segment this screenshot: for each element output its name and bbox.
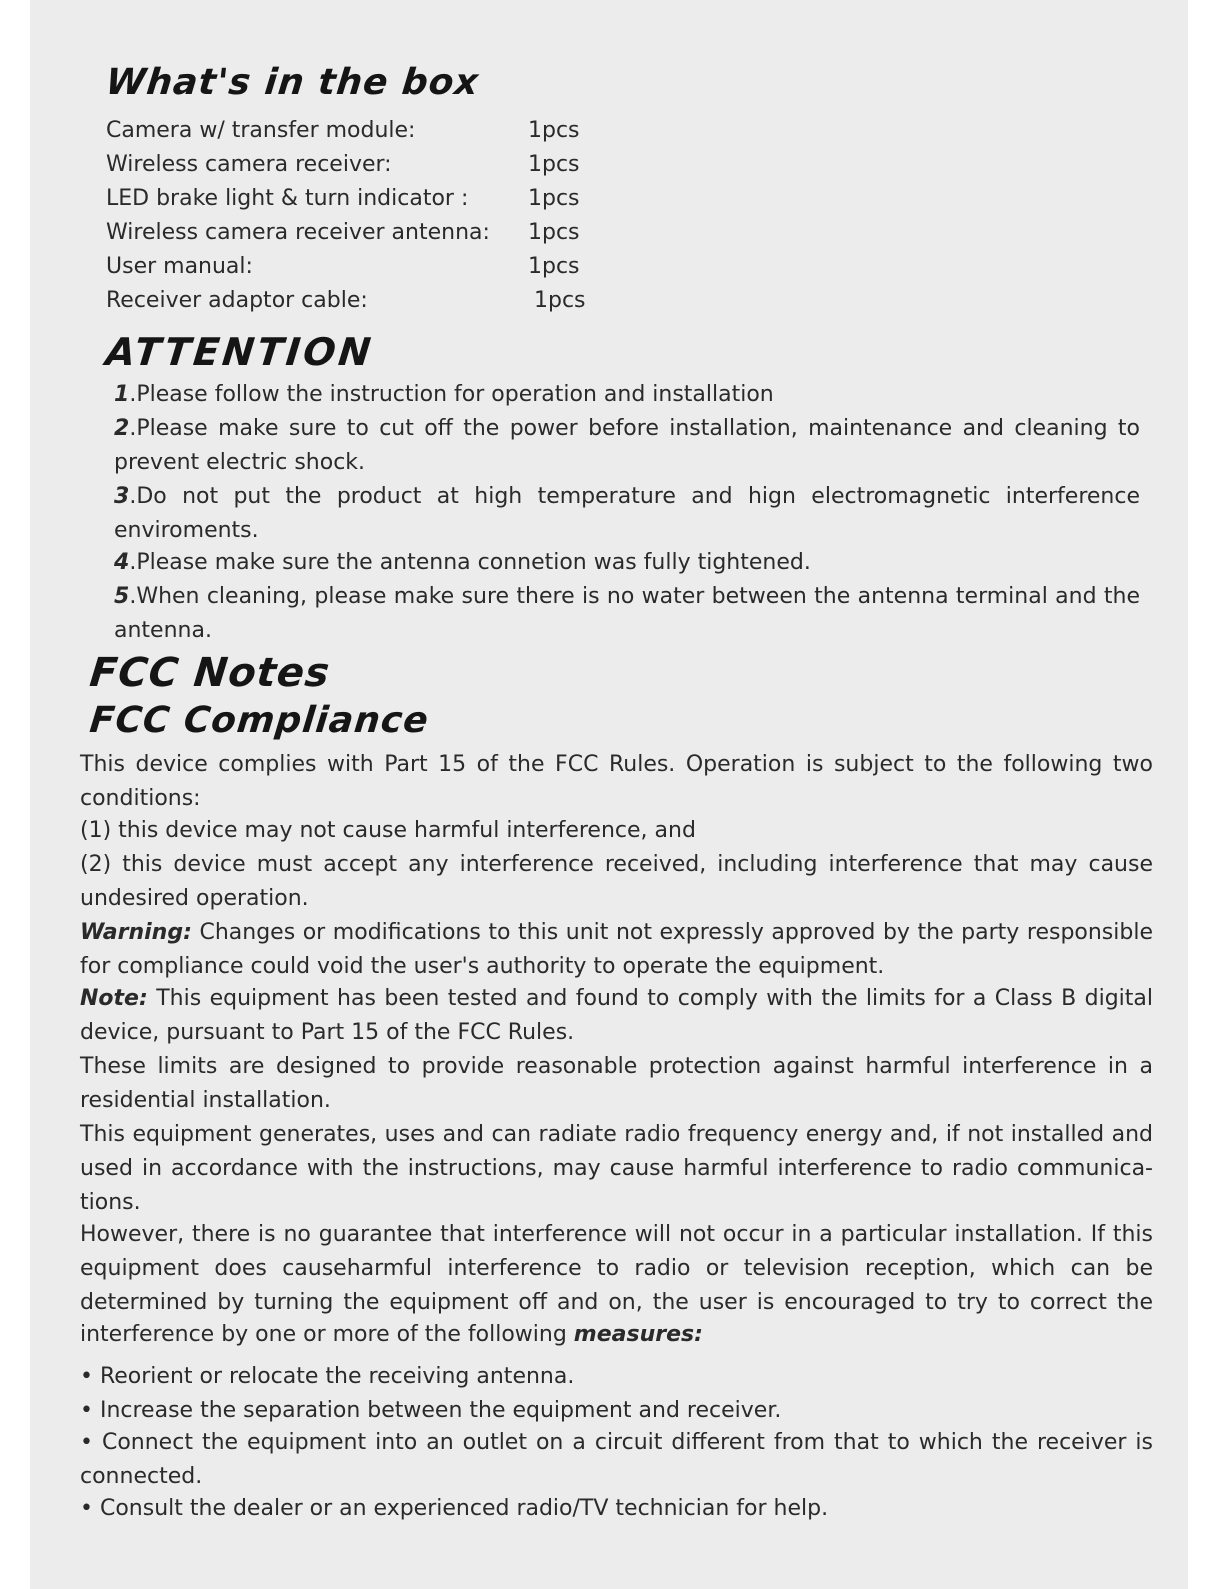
box-item-name: Wireless camera receiver: <box>106 152 392 177</box>
attention-item-text: When cleaning, please make sure there is no water between the antenna terminal and the <box>136 584 1140 609</box>
warning-text: Changes or modifications to this unit not expressly approved by the party responsible <box>191 920 1153 945</box>
box-item-qty: 1pcs <box>528 118 580 143</box>
box-item <box>106 220 626 252</box>
fcc-however: However, there is no guarantee that interference will not occur in a particular installation. If this <box>80 1222 1153 1247</box>
attention-item-text: Please follow the instruction for operation and installation <box>136 382 774 407</box>
box-item <box>106 288 626 320</box>
attention-item-number: 4 <box>114 550 130 575</box>
fcc-note-continued: device, pursuant to Part 15 of the FCC Rules. <box>80 1020 575 1045</box>
box-item-qty: 1pcs <box>528 152 580 177</box>
box-item-name: Receiver adaptor cable: <box>106 288 368 313</box>
box-item <box>106 186 626 218</box>
fcc-intro-line: This device complies with Part 15 of the FCC Rules. Operation is subject to the following two <box>80 752 1153 777</box>
box-item-qty: 1pcs <box>528 186 580 211</box>
box-item-name: Wireless camera receiver antenna: <box>106 220 490 245</box>
attention-item-text: Do not put the product at high temperature and hign electromagnetic interference <box>136 484 1140 509</box>
attention-item: 1.Please follow the instruction for operation and installation <box>114 382 774 407</box>
box-item <box>106 118 626 150</box>
measure-bullet: • Consult the dealer or an experienced radio/TV technician for help. <box>80 1496 829 1521</box>
box-item-name: Camera w/ transfer module: <box>106 118 416 143</box>
fcc-generates: tions. <box>80 1190 141 1215</box>
fcc-notes-heading: FCC Notes <box>87 650 333 696</box>
attention-item: 2.Please make sure to cut off the power before installation, maintenance and cleaning to <box>114 416 1140 441</box>
fcc-however: determined by turning the equipment off and on, the user is encouraged to try to correct the <box>80 1290 1153 1315</box>
attention-item-continued: enviroments. <box>114 518 259 543</box>
fcc-limits-continued: residential installation. <box>80 1088 331 1113</box>
box-heading: What's in the box <box>103 62 481 103</box>
fcc-intro-line: conditions: <box>80 786 201 811</box>
measures-label: measures: <box>573 1322 703 1347</box>
box-item <box>106 254 626 286</box>
attention-item-continued: antenna. <box>114 618 212 643</box>
attention-item-text: Please make sure to cut off the power before installation, maintenance and cleaning to <box>136 416 1140 441</box>
attention-item-number: 2 <box>114 416 130 441</box>
attention-item: 5.When cleaning, please make sure there is no water between the antenna terminal and the <box>114 584 1140 609</box>
fcc-condition-1: (1) this device may not cause harmful interference, and <box>80 818 696 843</box>
fcc-warning <box>80 920 1153 945</box>
box-item <box>106 152 626 184</box>
fcc-condition-2-continued: undesired operation. <box>80 886 309 911</box>
attention-item-number: 5 <box>114 584 130 609</box>
note-text: This equipment has been tested and found to comply with the limits for a Class B digital <box>147 986 1153 1011</box>
box-item-qty: 1pcs <box>528 254 580 279</box>
attention-item-continued: prevent electric shock. <box>114 450 366 475</box>
fcc-generates: This equipment generates, uses and can radiate radio frequency energy and, if not installed and <box>80 1122 1153 1147</box>
box-item-qty: 1pcs <box>528 220 580 245</box>
fcc-however <box>80 1322 703 1347</box>
box-item-name: User manual: <box>106 254 253 279</box>
attention-item-number: 3 <box>114 484 130 509</box>
box-item-qty: 1pcs <box>534 288 586 313</box>
warning-label: Warning: <box>80 920 192 945</box>
attention-item: 4.Please make sure the antenna connetion was fully tightened. <box>114 550 811 575</box>
attention-heading: ATTENTION <box>103 330 376 374</box>
measure-bullet-continued: connected. <box>80 1464 203 1489</box>
fcc-however-text: interference by one or more of the following <box>80 1322 574 1347</box>
fcc-generates: used in accordance with the instructions, may cause harmful interference to radio communica- <box>80 1156 1153 1181</box>
attention-item-text: Please make sure the antenna connetion was fully tightened. <box>136 550 811 575</box>
measure-bullet: • Reorient or relocate the receiving antenna. <box>80 1364 575 1389</box>
box-item-name: LED brake light & turn indicator : <box>106 186 469 211</box>
fcc-limits: These limits are designed to provide reasonable protection against harmful interference in a <box>80 1054 1153 1079</box>
note-label: Note: <box>80 986 148 1011</box>
attention-item: 3.Do not put the product at high temperature and hign electromagnetic interference <box>114 484 1140 509</box>
fcc-compliance-heading: FCC Compliance <box>87 700 431 741</box>
measure-bullet: • Increase the separation between the equipment and receiver. <box>80 1398 782 1423</box>
fcc-however: equipment does causeharmful interference to radio or television reception, which can be <box>80 1256 1153 1281</box>
fcc-note <box>80 986 1153 1011</box>
fcc-condition-2: (2) this device must accept any interference received, including interference that may cause <box>80 852 1153 877</box>
attention-item-number: 1 <box>114 382 130 407</box>
measure-bullet: • Connect the equipment into an outlet on a circuit different from that to which the receiver is <box>80 1430 1153 1455</box>
fcc-warning-continued: for compliance could void the user's authority to operate the equipment. <box>80 954 885 979</box>
